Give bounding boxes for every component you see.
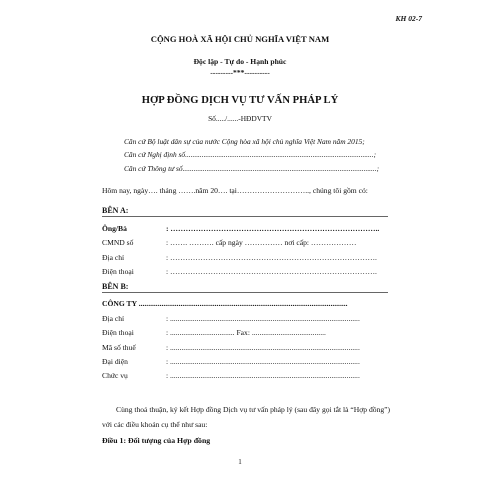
legal-basis-civil-code: Căn cứ Bộ luật dân sự của nước Cộng hòa xã hội chủ nghĩa Việt Nam năm 2015;	[124, 137, 365, 146]
party-a-name-label: Ông/Bà	[102, 224, 127, 233]
party-b-address-label: Địa chỉ	[102, 314, 125, 323]
party-b-position-value: : ....................................................................................................	[166, 371, 360, 380]
party-b-position-label: Chức vụ	[102, 371, 128, 380]
party-b-address-value: : ....................................................................................................	[166, 314, 360, 323]
party-a-name-value: : ………………………………………………………………………..	[166, 224, 380, 233]
motto-separator: ---------***----------	[210, 68, 270, 77]
party-a-id-value: : ……. ………. cấp ngày …………… nơi cấp: ………………	[166, 238, 357, 247]
legal-basis-decree: Căn cứ Nghị định số......................................................................................................;	[124, 150, 377, 159]
party-a-address-value: : ……………………………………………………………………….	[166, 253, 377, 262]
party-b-heading: BÊN B:	[102, 282, 129, 291]
party-a-address-label: Địa chỉ	[102, 253, 125, 262]
party-b-phone-value: : .................................. Fax: .......................................	[166, 328, 326, 337]
motto: Độc lập - Tự do - Hạnh phúc	[193, 57, 287, 66]
agreement-intro-line-2: với các điều khoản cụ thể như sau:	[102, 420, 208, 429]
party-a-phone-value: : ……………………………………………………………………….	[166, 267, 377, 276]
legal-basis-circular: Căn cứ Thông tư số.........................................................................................................;	[124, 164, 380, 173]
nation-heading: CỘNG HOÀ XÃ HỘI CHỦ NGHĨA VIỆT NAM	[150, 34, 330, 44]
party-b-tax-value: : ....................................................................................................	[166, 343, 360, 352]
article-1-heading: Điều 1: Đối tượng của Hợp đồng	[102, 436, 211, 445]
party-b-phone-label: Điện thoại	[102, 328, 134, 337]
party-b-company-line: CÔNG TY ..............................................................................................................	[102, 299, 348, 308]
party-b-representative-label: Đại diện	[102, 357, 128, 366]
agreement-intro-line-1: Cùng thoả thuận, ký kết Hợp đồng Dịch vụ tư vấn pháp lý (sau đây gọi tắt là “Hợp đồng”)	[116, 405, 391, 414]
date-location-line: Hôm nay, ngày…. tháng …….năm 20…. tại……………………….., chúng tôi gồm có:	[102, 186, 368, 195]
party-b-representative-value: : ....................................................................................................	[166, 357, 360, 366]
contract-title: HỢP ĐỒNG DỊCH VỤ TƯ VẤN PHÁP LÝ	[141, 95, 339, 106]
page-number: 1	[238, 458, 242, 466]
party-a-divider	[102, 216, 388, 217]
party-a-heading: BÊN A:	[102, 206, 129, 215]
party-b-divider	[102, 292, 388, 293]
contract-number: Số...../......-HĐDVTV	[208, 114, 272, 123]
party-b-tax-label: Mã số thuế	[102, 343, 136, 352]
party-a-id-label: CMND số	[102, 238, 134, 247]
party-a-phone-label: Điện thoại	[102, 267, 134, 276]
form-code: KH 02-7	[395, 14, 422, 23]
